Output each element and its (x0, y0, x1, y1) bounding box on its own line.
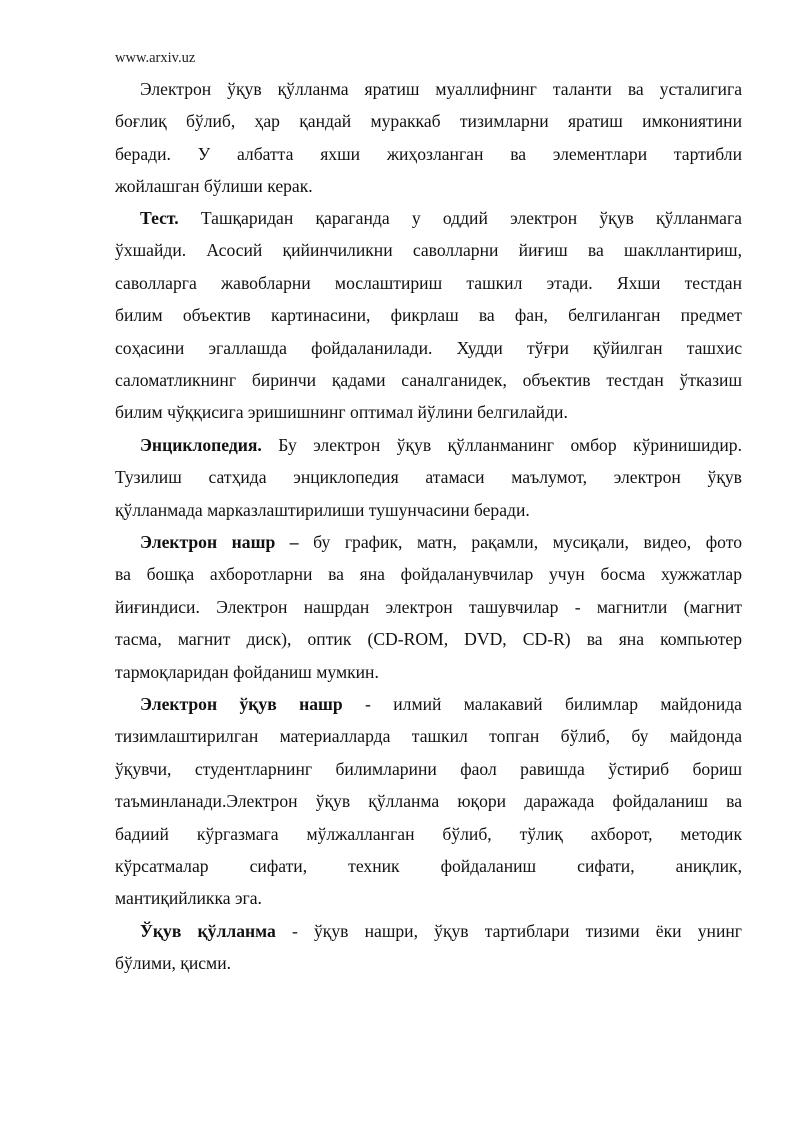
paragraph-line (115, 526, 742, 558)
paragraph-line (115, 915, 742, 947)
term-electronic-educational-publication: Электрон ўқув нашр (140, 694, 343, 714)
paragraph-test (115, 202, 742, 429)
paragraph-line: бўлими, қисми. (115, 953, 232, 974)
paragraph-line: тасма, магнит диск), оптик (CD-ROM, DVD, CD-R) ва яна компьютер (115, 629, 742, 650)
paragraph-electronic-publication (115, 526, 742, 688)
paragraph-line: йиғиндиси. Электрон нашрдан электрон ташувчилар - магнитли (магнит (115, 596, 742, 617)
paragraph-line: билим объектив картинасини, фикрлаш ва фан, белгиланган предмет (115, 305, 742, 326)
site-header: www.arxiv.uz (115, 50, 196, 66)
paragraph-line-text: - ўқув нашри, ўқув тартиблари тизими ёки унинг (275, 921, 743, 941)
paragraph-line: ўқувчи, студентларнинг билимларини фаол равишда ўстириб бориш (115, 758, 742, 779)
paragraph-line-text: Бу электрон ўқув қўлланманинг омбор кўринишидир. (261, 435, 742, 455)
paragraph-line: таъминланади.Электрон ўқув қўлланма юқори даражада фойдаланиш ва (115, 791, 742, 812)
paragraph-line-text: - илмий малакавий билимлар майдонида (342, 694, 742, 714)
paragraph-line: боғлиқ бўлиб, ҳар қандай мураккаб тизимларни яратиш имкониятини (115, 111, 742, 132)
term-encyclopedia: Энциклопедия. (140, 435, 262, 455)
paragraph-study-guide (115, 915, 742, 980)
paragraph-line: Тузилиш сатҳида энциклопедия атамаси маълумот, электрон ўқув (115, 467, 742, 488)
term-study-guide: Ўқув қўлланма (140, 921, 276, 941)
paragraph-line: саломатликнинг биринчи қадами саналганидек, объектив тестдан ўтказиш (115, 370, 742, 391)
paragraph-intro (115, 73, 742, 203)
paragraph-line: саволларга жавобларни мослаштириш ташкил этади. Яхши тестдан (115, 272, 742, 293)
paragraph-electronic-educational-publication (115, 688, 742, 915)
paragraph-line: Электрон ўқув қўлланма яратиш муаллифнинг таланти ва усталигига (140, 79, 742, 99)
paragraph-line: жойлашган бўлиши керак. (115, 176, 313, 197)
paragraph-line-text: Ташқаридан қараганда у оддий электрон ўқув қўлланмага (178, 208, 742, 228)
paragraph-line: билим чўққисига эришишнинг оптимал йўлини белгилайди. (115, 402, 568, 423)
paragraph-line: беради. У албатта яхши жиҳозланган ва элементлари тартибли (115, 143, 742, 164)
paragraph-line (115, 688, 742, 720)
term-test: Тест. (140, 208, 179, 228)
paragraph-line: мантиқийликка эга. (115, 888, 262, 909)
paragraph-line: қўлланмада марказлаштирилиши тушунчасини беради. (115, 499, 530, 520)
paragraph-line (115, 429, 742, 461)
paragraph-line: ўхшайди. Асосий қийинчиликни саволларни йиғиш ва шакллантириш, (115, 240, 742, 261)
paragraph-line: ва бошқа ахборотларни ва яна фойдаланувчилар учун босма хужжатлар (115, 564, 742, 585)
paragraph-line: соҳасини эгаллашда фойдаланилади. Худди тўғри қўйилган ташхис (115, 337, 742, 358)
paragraph-encyclopedia (115, 429, 742, 526)
paragraph-line (115, 202, 742, 234)
paragraph-line: тармоқларидан фойданиш мумкин. (115, 661, 379, 682)
paragraph-line: кўрсатмалар сифати, техник фойдаланиш сифати, аниқлик, (115, 856, 742, 877)
paragraph-line: тизимлаштирилган материалларда ташкил топган бўлиб, бу майдонда (115, 726, 742, 747)
term-electronic-publication: Электрон нашр – (140, 532, 299, 552)
paragraph-line-text: бу график, матн, рақамли, мусиқали, видео, фото (298, 532, 742, 552)
paragraph-line: бадиий кўргазмага мўлжалланган бўлиб, тўлиқ ахборот, методик (115, 823, 742, 844)
